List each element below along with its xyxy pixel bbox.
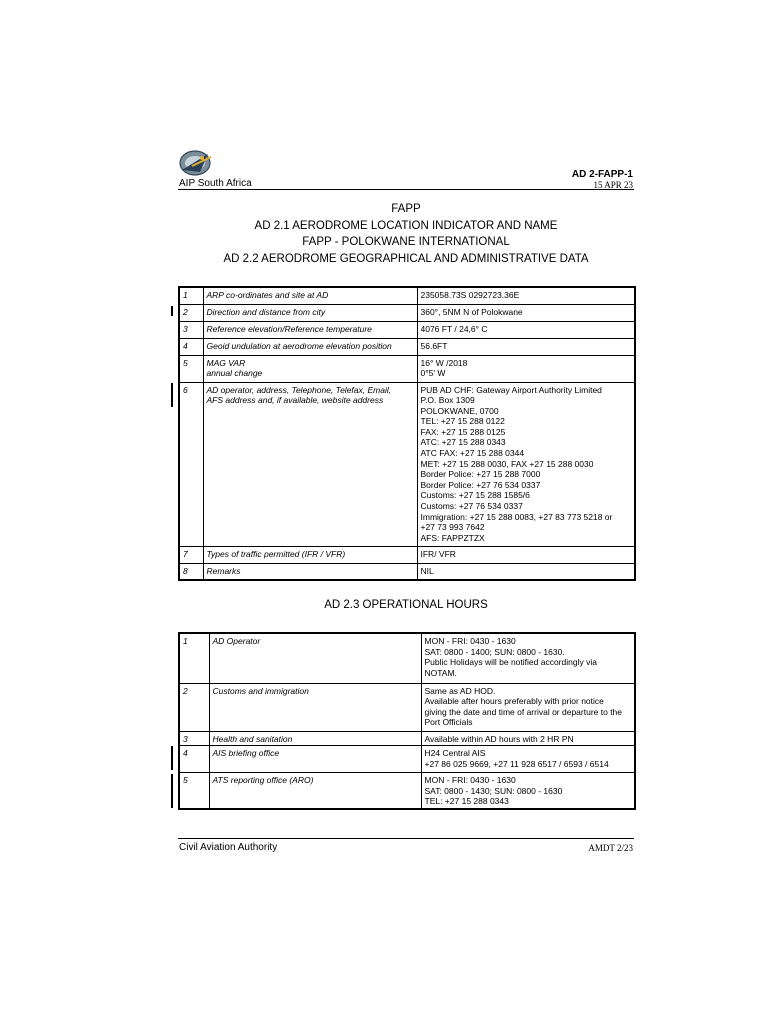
value-line: SAT: 0800 - 1400; SUN: 0800 - 1630. (424, 646, 565, 657)
row-number: 6 (179, 382, 203, 546)
value-line: Customs: +27 76 534 0337 (420, 501, 523, 512)
row-number: 3 (179, 731, 209, 746)
row-value (421, 683, 635, 731)
label-line: AD Operator (212, 636, 261, 646)
label-line: annual change (206, 368, 263, 379)
row-label (209, 773, 421, 809)
value-line: P.O. Box 1309 (420, 395, 475, 406)
row-number: 4 (179, 338, 203, 355)
value-line: FAX: +27 15 288 0125 (420, 426, 506, 437)
header-publication: AIP South Africa (179, 178, 252, 189)
value-line: Border Police: +27 76 534 0337 (420, 479, 541, 490)
value-line: PUB AD CHF: Gateway Airport Authority Limited (420, 384, 602, 395)
row-value (421, 731, 635, 746)
header-rule (178, 189, 634, 190)
row-number: 1 (179, 633, 209, 683)
row-label (203, 546, 417, 563)
label-line: AIS briefing office (212, 748, 280, 759)
label-line: Types of traffic permitted (IFR / VFR) (206, 548, 346, 559)
value-line: giving the date and time of arrival or departure to the (424, 706, 623, 717)
page-titles (178, 201, 634, 267)
table-row (179, 321, 635, 338)
value-line: TEL: +27 15 288 0122 (420, 416, 505, 427)
header-date: 15 APR 23 (593, 180, 633, 190)
value-line: 235058.73S 0292723.36E (420, 290, 520, 300)
row-value (417, 355, 635, 382)
value-line: ATC FAX: +27 15 288 0344 (420, 448, 525, 459)
row-value (417, 321, 635, 338)
value-line: Public Holidays will be notified accordingly via (424, 657, 597, 668)
table-row (179, 773, 635, 809)
value-line: MON - FRI: 0430 - 1630 (424, 775, 516, 786)
label-line: AFS address and, if available, website address (206, 395, 384, 406)
change-bar (171, 746, 173, 770)
value-line: Immigration: +27 15 288 0083, +27 83 773 5218 or (420, 511, 613, 522)
label-line: Reference elevation/Reference temperature (206, 323, 372, 334)
table-row (179, 731, 635, 746)
row-label (209, 633, 421, 683)
row-value (417, 338, 635, 355)
change-bar (171, 774, 173, 808)
row-value (421, 633, 635, 683)
value-line: 56.6FT (420, 340, 448, 351)
value-line: 16° W /2018 (420, 357, 468, 368)
row-label (209, 683, 421, 731)
row-number: 5 (179, 355, 203, 382)
value-line: 360°, 5NM N of Polokwane (420, 306, 523, 317)
row-value (421, 773, 635, 809)
value-line: Available within AD hours with 2 HR PN (424, 733, 574, 744)
label-line: Geoid undulation at aerodrome elevation position (206, 340, 392, 351)
row-label (203, 382, 417, 546)
value-line: 0°5' W (420, 368, 446, 379)
footer-authority: Civil Aviation Authority (179, 842, 278, 853)
row-value (417, 287, 635, 304)
table-row (179, 338, 635, 355)
value-line: SAT: 0800 - 1430; SUN: 0800 - 1630 (424, 785, 563, 796)
row-number: 8 (179, 563, 203, 580)
value-line: MON - FRI: 0430 - 1630 (424, 636, 516, 646)
value-line: NOTAM. (424, 667, 457, 678)
value-line: Port Officials (424, 717, 473, 728)
title-aerodrome-name: FAPP - POLOKWANE INTERNATIONAL (302, 236, 510, 248)
table-row (179, 633, 635, 683)
value-line: ATC: +27 15 288 0343 (420, 437, 506, 448)
row-value (417, 546, 635, 563)
row-number: 1 (179, 287, 203, 304)
row-label (203, 287, 417, 304)
table-row (179, 382, 635, 546)
row-number: 4 (179, 746, 209, 773)
row-value (421, 746, 635, 773)
table-row (179, 563, 635, 580)
label-line: Health and sanitation (212, 733, 293, 744)
value-line: TEL: +27 15 288 0343 (424, 796, 509, 807)
value-line: Same as AD HOD. (424, 685, 496, 696)
table-row (179, 355, 635, 382)
row-label (203, 304, 417, 321)
table-row (179, 304, 635, 321)
value-line: Customs: +27 15 288 1585/6 (420, 490, 530, 501)
row-number: 2 (179, 304, 203, 321)
value-line: AFS: FAPPZTZX (420, 532, 485, 543)
label-line: Customs and immigration (212, 685, 309, 696)
table-row (179, 287, 635, 304)
caa-logo-icon (178, 148, 214, 178)
value-line: Border Police: +27 15 288 7000 (420, 469, 541, 480)
row-label (209, 731, 421, 746)
row-label (209, 746, 421, 773)
change-bar (171, 306, 173, 316)
change-bar (171, 383, 173, 407)
value-line: 4076 FT / 24,6° C (420, 323, 488, 334)
value-line: Available after hours preferably with prior notice (424, 696, 604, 707)
footer-rule (178, 838, 634, 839)
label-line: ARP co-ordinates and site at AD (206, 290, 329, 300)
row-number: 5 (179, 773, 209, 809)
label-line: ATS reporting office (ARO) (212, 775, 314, 786)
row-label (203, 563, 417, 580)
header-page-id: AD 2-FAPP-1 (571, 169, 633, 180)
label-line: Direction and distance from city (206, 306, 326, 317)
table-row (179, 683, 635, 731)
row-value (417, 304, 635, 321)
label-line: Remarks (206, 565, 241, 576)
row-label (203, 355, 417, 382)
value-line: MET: +27 15 288 0030, FAX +27 15 288 0030 (420, 458, 594, 469)
value-line: NIL (420, 565, 434, 576)
title-section-2-2: AD 2.2 AERODROME GEOGRAPHICAL AND ADMINISTRATIVE DATA (223, 252, 589, 265)
row-number: 2 (179, 683, 209, 731)
value-line: +27 86 025 9669, +27 11 928 6517 / 6593 / 6514 (424, 758, 609, 769)
value-line: H24 Central AIS (424, 748, 486, 759)
operational-hours-table (178, 632, 636, 810)
row-value (417, 563, 635, 580)
row-number: 3 (179, 321, 203, 338)
value-line: +27 73 993 7642 (420, 522, 485, 533)
footer-amendment: AMDT 2/23 (588, 843, 633, 853)
label-line: MAG VAR (206, 357, 246, 368)
row-label (203, 321, 417, 338)
table-row (179, 746, 635, 773)
table-row (179, 546, 635, 563)
row-number: 7 (179, 546, 203, 563)
section-2-3-title: AD 2.3 OPERATIONAL HOURS (324, 599, 488, 611)
value-line: IFR/ VFR (420, 548, 456, 559)
row-value (417, 382, 635, 546)
row-label (203, 338, 417, 355)
value-line: POLOKWANE, 0700 (420, 405, 499, 416)
title-section-2-1: AD 2.1 AERODROME LOCATION INDICATOR AND NAME (254, 219, 558, 232)
title-icao-code: FAPP (391, 203, 421, 215)
geo-admin-data-table (178, 286, 636, 581)
label-line: AD operator, address, Telephone, Telefax, Email, (206, 384, 392, 395)
